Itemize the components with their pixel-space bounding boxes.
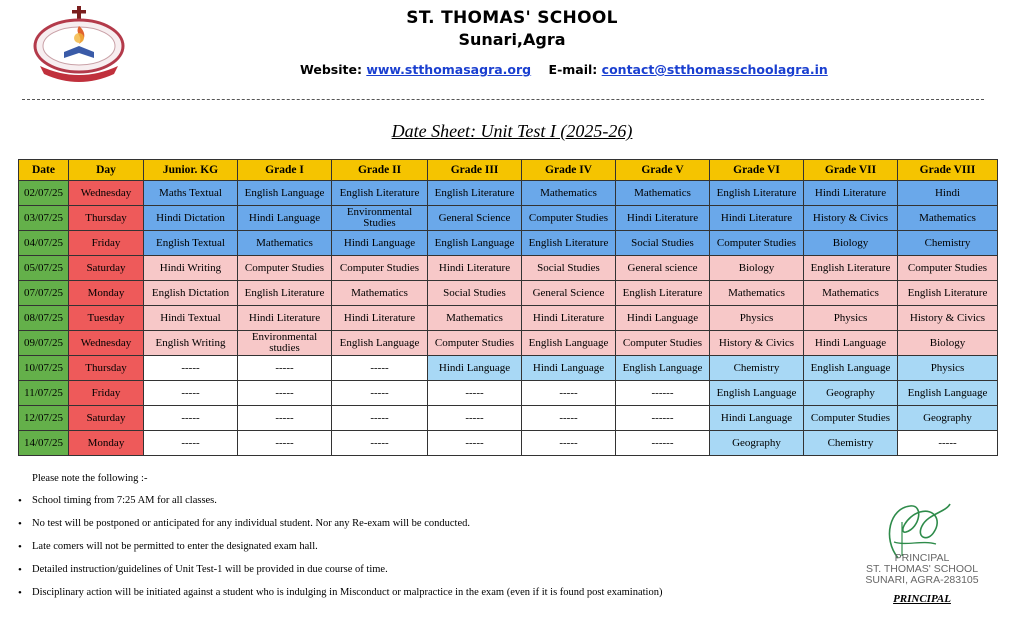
subject-cell: History & Civics: [710, 331, 804, 356]
subject-cell: -----: [238, 431, 332, 456]
table-header-row: [19, 160, 998, 181]
table-row: [19, 406, 998, 431]
website-label: Website:: [300, 62, 362, 77]
subject-cell: General Science: [428, 206, 522, 231]
column-header: Grade I: [238, 160, 332, 181]
subject-cell: Hindi Dictation: [144, 206, 238, 231]
stamp-line-2: ST. THOMAS' SCHOOL: [865, 563, 979, 575]
subject-cell: Hindi Language: [616, 306, 710, 331]
subject-cell: Hindi Language: [332, 231, 428, 256]
subject-cell: Computer Studies: [428, 331, 522, 356]
subject-cell: English Dictation: [144, 281, 238, 306]
subject-cell: Hindi Literature: [428, 256, 522, 281]
table-row: [19, 181, 998, 206]
subject-cell: Computer Studies: [898, 256, 998, 281]
subject-cell: Geography: [898, 406, 998, 431]
subject-cell: English Literature: [238, 281, 332, 306]
subject-cell: -----: [332, 356, 428, 381]
subject-cell: Biology: [710, 256, 804, 281]
subject-cell: English Literature: [332, 181, 428, 206]
subject-cell: English Writing: [144, 331, 238, 356]
note-item: • No test will be postponed or anticipated for any individual student. Nor any Re-exam will be conducted.: [14, 517, 662, 540]
date-cell: 05/07/25: [19, 256, 69, 281]
subject-cell: ------: [616, 381, 710, 406]
day-cell: Wednesday: [69, 331, 144, 356]
subject-cell: -----: [238, 406, 332, 431]
subject-cell: General Science: [522, 281, 616, 306]
subject-cell: Chemistry: [898, 231, 998, 256]
subject-cell: English Language: [332, 331, 428, 356]
table-row: [19, 231, 998, 256]
day-cell: Wednesday: [69, 181, 144, 206]
day-cell: Tuesday: [69, 306, 144, 331]
day-cell: Thursday: [69, 356, 144, 381]
subject-cell: Environmental studies: [238, 331, 332, 356]
subject-cell: Chemistry: [804, 431, 898, 456]
note-item: • Disciplinary action will be initiated against a student who is indulging in Misconduct or malpractice in the exam (even if it is found post examination): [14, 586, 662, 609]
column-header: Grade V: [616, 160, 710, 181]
subject-cell: English Language: [238, 181, 332, 206]
notes-list: [14, 494, 662, 609]
subject-cell: English Literature: [710, 181, 804, 206]
table-row: [19, 431, 998, 456]
subject-cell: Hindi Language: [804, 331, 898, 356]
subject-cell: Hindi Literature: [332, 306, 428, 331]
date-cell: 02/07/25: [19, 181, 69, 206]
email-link[interactable]: contact@stthomasschoolagra.in: [601, 62, 828, 77]
column-header: Grade VII: [804, 160, 898, 181]
subject-cell: Biology: [898, 331, 998, 356]
subject-cell: Geography: [804, 381, 898, 406]
subject-cell: Mathematics: [332, 281, 428, 306]
subject-cell: Biology: [804, 231, 898, 256]
subject-cell: English Language: [710, 381, 804, 406]
subject-cell: -----: [522, 381, 616, 406]
subject-cell: Hindi Literature: [238, 306, 332, 331]
date-cell: 03/07/25: [19, 206, 69, 231]
subject-cell: Mathematics: [428, 306, 522, 331]
principal-stamp: [852, 553, 992, 586]
subject-cell: Computer Studies: [616, 331, 710, 356]
subject-cell: Computer Studies: [710, 231, 804, 256]
subject-cell: English Language: [428, 231, 522, 256]
subject-cell: Hindi Literature: [804, 181, 898, 206]
subject-cell: Mathematics: [522, 181, 616, 206]
stamp-line-1: PRINCIPAL: [894, 552, 950, 564]
date-cell: 14/07/25: [19, 431, 69, 456]
subject-cell: English Literature: [428, 181, 522, 206]
subject-cell: Hindi Literature: [710, 206, 804, 231]
subject-cell: English Language: [616, 356, 710, 381]
subject-cell: -----: [332, 406, 428, 431]
subject-cell: English Literature: [616, 281, 710, 306]
subject-cell: Hindi Textual: [144, 306, 238, 331]
day-cell: Saturday: [69, 256, 144, 281]
subject-cell: -----: [144, 381, 238, 406]
table-row: [19, 256, 998, 281]
subject-cell: Hindi Literature: [522, 306, 616, 331]
subject-cell: -----: [238, 356, 332, 381]
subject-cell: Geography: [710, 431, 804, 456]
subject-cell: Maths Textual: [144, 181, 238, 206]
day-cell: Saturday: [69, 406, 144, 431]
subject-cell: -----: [238, 381, 332, 406]
notes-intro: Please note the following :-: [32, 473, 148, 484]
stamp-line-3: SUNARI, AGRA-283105: [865, 574, 979, 586]
subject-cell: English Literature: [522, 231, 616, 256]
date-cell: 08/07/25: [19, 306, 69, 331]
subject-cell: -----: [144, 431, 238, 456]
table-row: [19, 206, 998, 231]
subject-cell: -----: [898, 431, 998, 456]
subject-cell: Mathematics: [804, 281, 898, 306]
subject-cell: English Language: [804, 356, 898, 381]
column-header: Grade VI: [710, 160, 804, 181]
subject-cell: English Textual: [144, 231, 238, 256]
subject-cell: Hindi Language: [238, 206, 332, 231]
subject-cell: Hindi Language: [428, 356, 522, 381]
divider: [22, 99, 984, 100]
subject-cell: Computer Studies: [238, 256, 332, 281]
notes-section: [14, 472, 662, 609]
table-row: [19, 331, 998, 356]
subject-cell: English Language: [522, 331, 616, 356]
contact-line: [300, 62, 828, 77]
school-city: Sunari,Agra: [458, 30, 566, 49]
subject-cell: Computer Studies: [804, 406, 898, 431]
subject-cell: Physics: [710, 306, 804, 331]
table-row: [19, 306, 998, 331]
subject-cell: -----: [428, 431, 522, 456]
date-cell: 12/07/25: [19, 406, 69, 431]
subject-cell: Hindi Language: [522, 356, 616, 381]
subject-cell: Mathematics: [710, 281, 804, 306]
subject-cell: Hindi Language: [710, 406, 804, 431]
column-header: Grade III: [428, 160, 522, 181]
subject-cell: Mathematics: [238, 231, 332, 256]
subject-cell: Hindi Writing: [144, 256, 238, 281]
subject-cell: Computer Studies: [332, 256, 428, 281]
website-link[interactable]: www.stthomasagra.org: [366, 62, 532, 77]
column-header: Grade VIII: [898, 160, 998, 181]
subject-cell: Social Studies: [428, 281, 522, 306]
subject-cell: Environmental Studies: [332, 206, 428, 231]
column-header: Date: [19, 160, 69, 181]
note-item: • Detailed instruction/guidelines of Unit Test-1 will be provided in due course of time.: [14, 563, 662, 586]
subject-cell: General science: [616, 256, 710, 281]
date-cell: 09/07/25: [19, 331, 69, 356]
day-cell: Monday: [69, 281, 144, 306]
day-cell: Monday: [69, 431, 144, 456]
column-header: Grade IV: [522, 160, 616, 181]
subject-cell: Hindi: [898, 181, 998, 206]
subject-cell: Social Studies: [522, 256, 616, 281]
subject-cell: Mathematics: [898, 206, 998, 231]
day-cell: Friday: [69, 381, 144, 406]
column-header: Junior. KG: [144, 160, 238, 181]
day-cell: Friday: [69, 231, 144, 256]
note-item: • School timing from 7:25 AM for all classes.: [14, 494, 662, 517]
subject-cell: Social Studies: [616, 231, 710, 256]
date-sheet-table: [18, 159, 998, 456]
school-name: ST. THOMAS' SCHOOL: [406, 8, 618, 28]
subject-cell: Physics: [804, 306, 898, 331]
day-cell: Thursday: [69, 206, 144, 231]
subject-cell: History & Civics: [898, 306, 998, 331]
subject-cell: Hindi Literature: [616, 206, 710, 231]
subject-cell: English Language: [898, 381, 998, 406]
subject-cell: -----: [522, 431, 616, 456]
table-row: [19, 356, 998, 381]
subject-cell: English Literature: [804, 256, 898, 281]
table-row: [19, 281, 998, 306]
subject-cell: Physics: [898, 356, 998, 381]
subject-cell: History & Civics: [804, 206, 898, 231]
date-cell: 10/07/25: [19, 356, 69, 381]
subject-cell: -----: [144, 356, 238, 381]
date-cell: 07/07/25: [19, 281, 69, 306]
subject-cell: -----: [428, 406, 522, 431]
column-header: Grade II: [332, 160, 428, 181]
subject-cell: ------: [616, 406, 710, 431]
subject-cell: English Literature: [898, 281, 998, 306]
subject-cell: -----: [332, 381, 428, 406]
subject-cell: Mathematics: [616, 181, 710, 206]
subject-cell: -----: [332, 431, 428, 456]
subject-cell: Chemistry: [710, 356, 804, 381]
date-cell: 04/07/25: [19, 231, 69, 256]
subject-cell: -----: [144, 406, 238, 431]
subject-cell: ------: [616, 431, 710, 456]
column-header: Day: [69, 160, 144, 181]
note-item: • Late comers will not be permitted to enter the designated exam hall.: [14, 540, 662, 563]
table-row: [19, 381, 998, 406]
date-cell: 11/07/25: [19, 381, 69, 406]
subject-cell: -----: [428, 381, 522, 406]
page-title: Date Sheet: Unit Test I (2025-26): [391, 121, 633, 141]
email-label: E-mail:: [548, 62, 598, 77]
principal-label: PRINCIPAL: [893, 593, 951, 605]
subject-cell: -----: [522, 406, 616, 431]
subject-cell: Computer Studies: [522, 206, 616, 231]
